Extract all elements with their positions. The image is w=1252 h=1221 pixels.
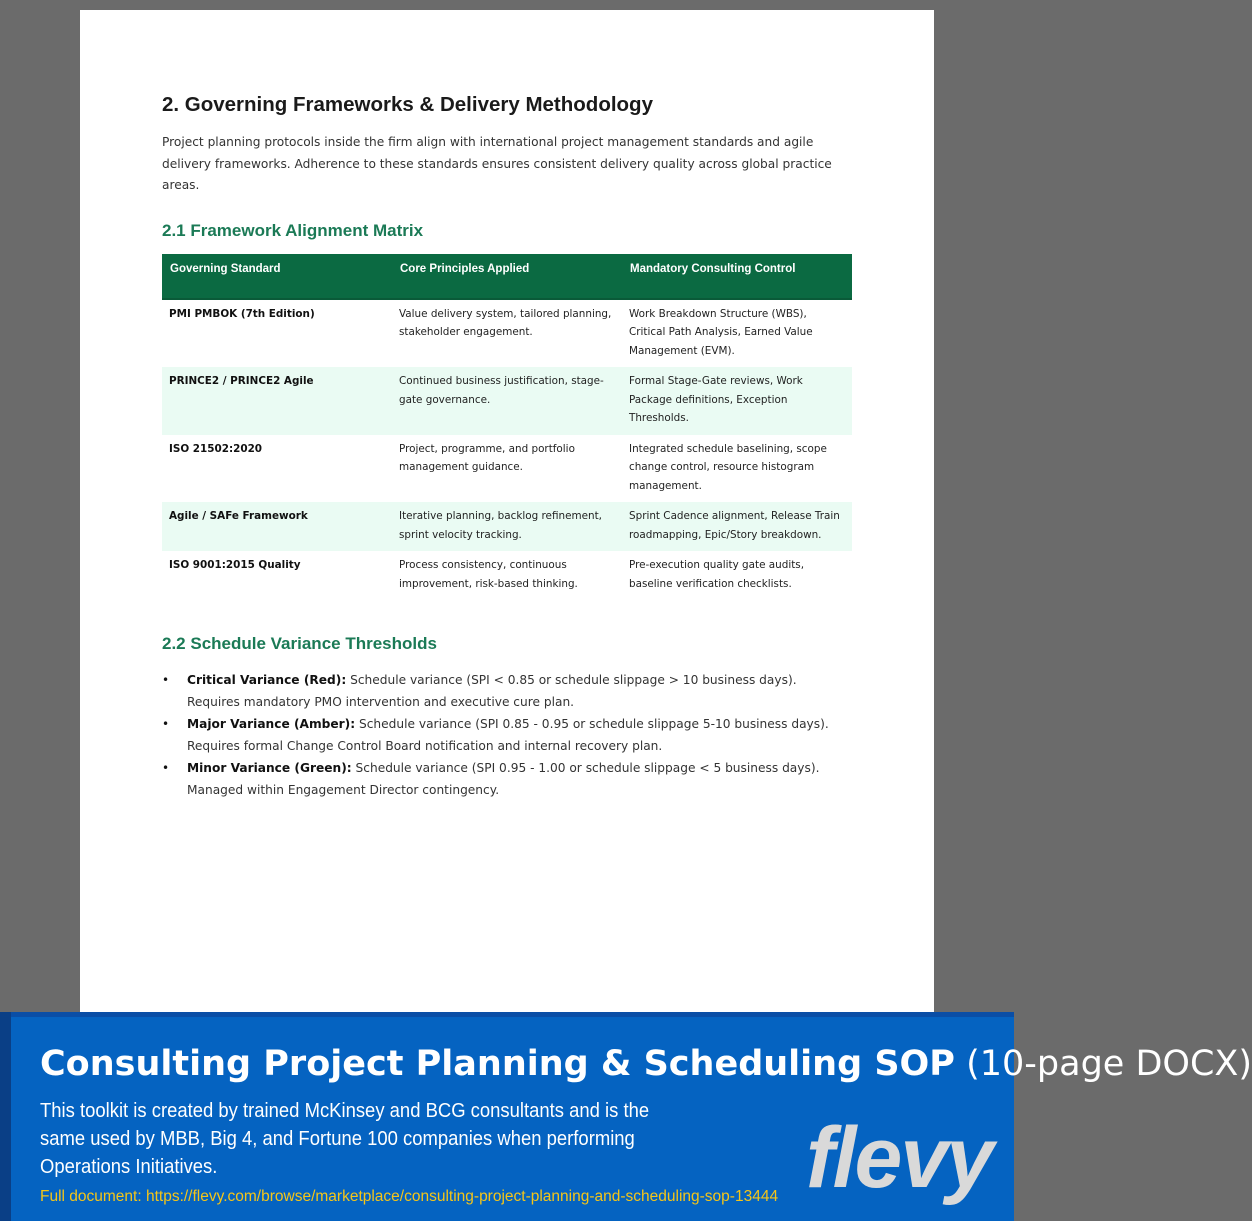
page-content (162, 90, 852, 802)
cell-control: Sprint Cadence alignment, Release Train roadmapping, Epic/Story breakdown. (622, 502, 852, 551)
banner-left-edge (0, 1012, 11, 1221)
variance-list (162, 670, 852, 801)
bullet-icon: • (162, 761, 170, 775)
cell-standard: Agile / SAFe Framework (162, 502, 392, 551)
framework-matrix-table (162, 254, 852, 601)
variance-heading: 2.2 Schedule Variance Thresholds (162, 634, 437, 653)
header-core-principles: Core Principles Applied (392, 254, 622, 299)
cell-principles: Iterative planning, backlog refinement, sprint velocity tracking. (392, 502, 622, 551)
flevy-logo: flevy (806, 1110, 993, 1206)
banner-title-main: Consulting Project Planning & Scheduling SOP (40, 1044, 955, 1084)
banner-title-format: (10-page DOCX) (954, 1044, 1252, 1084)
cell-standard: ISO 21502:2020 (169, 442, 263, 455)
cell-control: Formal Stage-Gate reviews, Work Package definitions, Exception Thresholds. (622, 367, 852, 435)
cell-principles: Process consistency, continuous improvement, risk-based thinking. (399, 559, 578, 590)
table-row (162, 435, 852, 503)
cell-standard: PRINCE2 / PRINCE2 Agile (162, 367, 392, 435)
variance-level: Major Variance (Amber): (187, 717, 356, 731)
banner-description: This toolkit is created by trained McKinsey and BCG consultants and is the same used by MBB, Big 4, and Fortune 100 companies when performing Operations Initiatives. (40, 1099, 650, 1178)
list-item (162, 758, 852, 801)
cell-principles: Project, programme, and portfolio management guidance. (399, 442, 575, 473)
table-row (162, 551, 852, 600)
variance-text: Schedule variance (SPI < 0.85 or schedule slippage > 10 business days). Requires mandatory PMO intervention and executive cure plan. (187, 673, 797, 709)
header-mandatory-control: Mandatory Consulting Control (622, 254, 852, 299)
variance-level: Minor Variance (Green): (187, 761, 352, 775)
variance-text: Schedule variance (SPI 0.95 - 1.00 or schedule slippage < 5 business days). Managed within Engagement Director contingency. (187, 761, 820, 797)
cell-principles: Continued business justification, stage-gate governance. (392, 367, 622, 435)
promo-banner (0, 1012, 1252, 1221)
variance-text: Schedule variance (SPI 0.85 - 0.95 or schedule slippage 5-10 business days). Requires formal Change Control Board notification and internal recovery plan. (187, 717, 829, 753)
header-governing-standard: Governing Standard (162, 254, 392, 299)
cell-control: Integrated schedule baselining, scope change control, resource histogram management. (629, 442, 827, 492)
cell-control: Pre-execution quality gate audits, baseline verification checklists. (629, 559, 805, 590)
banner-title (40, 1042, 1252, 1086)
section-intro: Project planning protocols inside the firm align with international project management standards and agile delivery frameworks. Adherence to these standards ensures consistent delivery quality across global practice areas. (162, 135, 832, 192)
section-title: 2. Governing Frameworks & Delivery Methodology (162, 93, 653, 116)
list-item (162, 714, 852, 757)
document-page (80, 10, 934, 1014)
banner-top-border (0, 1012, 1014, 1017)
bullet-icon: • (162, 673, 170, 687)
cell-standard: ISO 9001:2015 Quality (169, 559, 301, 571)
table-row (162, 502, 852, 551)
cell-principles: Value delivery system, tailored planning, stakeholder engagement. (399, 307, 612, 338)
table-header-row (162, 254, 852, 299)
table-row (162, 299, 852, 368)
cell-control: Work Breakdown Structure (WBS), Critical Path Analysis, Earned Value Management (EVM). (629, 307, 813, 357)
cell-standard: PMI PMBOK (7th Edition) (169, 307, 315, 320)
bullet-icon: • (162, 717, 170, 731)
table-row (162, 367, 852, 435)
variance-level: Critical Variance (Red): (187, 673, 347, 687)
matrix-heading: 2.1 Framework Alignment Matrix (162, 220, 424, 240)
list-item (162, 670, 852, 713)
full-document-link[interactable]: Full document: https://flevy.com/browse/marketplace/consulting-project-planning-and-scheduling-sop-13444 (40, 1188, 779, 1205)
